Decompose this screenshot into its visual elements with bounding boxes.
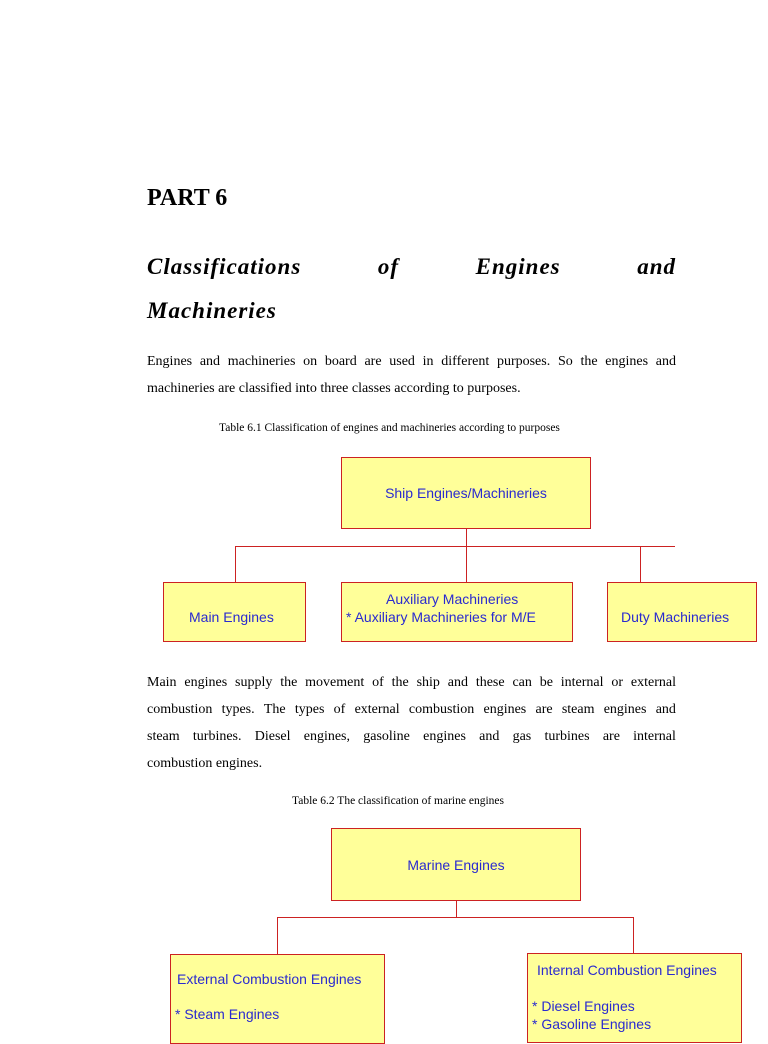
table-6-1-caption: Table 6.1 Classification of engines and machineries according to purposes: [219, 422, 560, 434]
paragraph-word: engines: [483, 702, 527, 717]
box-item: * Diesel Engines: [532, 998, 635, 1014]
box-duty-machineries: [607, 582, 757, 642]
paragraph-word: types: [294, 702, 325, 717]
part-title: PART 6: [147, 185, 228, 211]
paragraph-word: are: [602, 729, 620, 744]
paragraph-word: turbines.: [192, 729, 242, 744]
box-label: Internal Combustion Engines: [537, 962, 717, 978]
paragraph-word: are: [364, 354, 382, 369]
paragraph-word: ship: [416, 675, 440, 690]
paragraph-word: and: [199, 354, 221, 369]
paragraph-word: Engines: [147, 354, 193, 369]
paragraph-word: combustion: [147, 702, 213, 717]
connector-line: [466, 546, 467, 582]
paragraph-word: or: [611, 675, 624, 690]
paragraph-word: in: [422, 354, 434, 369]
paragraph-word: So: [557, 354, 573, 369]
paragraph-word: on: [303, 354, 318, 369]
root-box-ship-engines: [341, 457, 591, 529]
paragraph-word: board: [324, 354, 357, 369]
paragraph-line: [147, 696, 676, 723]
table-6-2-caption: Table 6.2 The classification of marine engines: [292, 795, 504, 807]
paragraph-word: combustion: [408, 702, 475, 717]
paragraph-word: engines,: [303, 729, 350, 744]
root-box-label: Marine Engines: [407, 856, 505, 873]
box-auxiliary-machineries: [341, 582, 573, 642]
paragraph-word: are: [535, 702, 553, 717]
paragraph-word: used: [389, 354, 415, 369]
paragraph-word: the: [580, 354, 598, 369]
paragraph-line: combustion engines.: [147, 756, 263, 771]
box-label: Auxiliary Machineries: [386, 591, 519, 607]
heading-word: and: [637, 254, 676, 279]
paragraph-word: the: [391, 675, 409, 690]
paragraph-word: engines: [184, 675, 228, 690]
connector-line: [456, 901, 457, 918]
connector-line: [235, 546, 675, 547]
paragraph-line: [147, 723, 676, 750]
paragraph-word: be: [539, 675, 553, 690]
paragraph-line: [147, 348, 676, 375]
paragraph-word: turbines: [544, 729, 590, 744]
root-box-label: Ship Engines/Machineries: [385, 485, 547, 501]
box-item: * Auxiliary Machineries for M/E: [346, 609, 536, 625]
paragraph-word: external: [354, 702, 400, 717]
paragraph-word: and: [447, 675, 468, 690]
main-engines-paragraph: [147, 669, 676, 777]
paragraph-word: types.: [221, 702, 255, 717]
paragraph-word: supply: [235, 675, 273, 690]
paragraph-line: [147, 669, 676, 696]
connector-line: [277, 917, 278, 954]
classification-diagram-2: [0, 815, 717, 1032]
paragraph-word: steam: [147, 729, 180, 744]
box-item: * Steam Engines: [175, 1006, 280, 1022]
connector-line: [466, 529, 467, 547]
box-item: * Gasoline Engines: [532, 1016, 652, 1032]
heading-word: Engines: [475, 254, 561, 279]
connector-line: [277, 917, 634, 918]
connector-line: [633, 917, 634, 953]
paragraph-word: engines: [423, 729, 466, 744]
paragraph-word: machineries: [227, 354, 296, 369]
paragraph-word: external: [630, 675, 676, 690]
paragraph-word: internal: [633, 729, 676, 744]
paragraph-line: machineries are classified into three classes according to purposes.: [147, 381, 521, 396]
paragraph-word: of: [333, 702, 346, 717]
connector-line: [235, 546, 236, 582]
paragraph-word: and: [655, 702, 676, 717]
paragraph-word: of: [372, 675, 384, 690]
paragraph-word: movement: [305, 675, 365, 690]
intro-paragraph: [147, 348, 676, 402]
root-box-marine-engines: [331, 828, 581, 901]
paragraph-word: Main: [147, 675, 177, 690]
paragraph-word: the: [280, 675, 298, 690]
paragraph-word: gas: [512, 729, 532, 744]
paragraph-word: steam: [561, 702, 595, 717]
section-heading-line-2: Machineries: [147, 298, 277, 323]
paragraph-word: The: [263, 702, 286, 717]
connector-line: [640, 546, 641, 582]
box-label: Duty Machineries: [621, 609, 730, 625]
paragraph-word: gasoline: [363, 729, 410, 744]
heading-word: of: [377, 254, 400, 279]
paragraph-word: different: [441, 354, 490, 369]
box-internal-combustion-engines: [527, 953, 742, 1043]
paragraph-word: purposes.: [496, 354, 551, 369]
paragraph-word: these: [475, 675, 505, 690]
box-external-combustion-engines: [170, 954, 385, 1044]
heading-word: Classifications: [147, 254, 302, 279]
box-label: Main Engines: [189, 609, 274, 625]
box-label: External Combustion Engines: [177, 971, 362, 987]
paragraph-word: and: [479, 729, 500, 744]
paragraph-word: can: [512, 675, 532, 690]
paragraph-word: internal: [560, 675, 604, 690]
paragraph-word: and: [655, 354, 676, 369]
box-main-engines: [163, 582, 306, 642]
paragraph-word: Diesel: [254, 729, 291, 744]
paragraph-word: engines: [605, 354, 649, 369]
section-heading-line-1: [147, 254, 676, 280]
classification-diagram-1: [0, 440, 730, 626]
paragraph-word: engines: [603, 702, 647, 717]
